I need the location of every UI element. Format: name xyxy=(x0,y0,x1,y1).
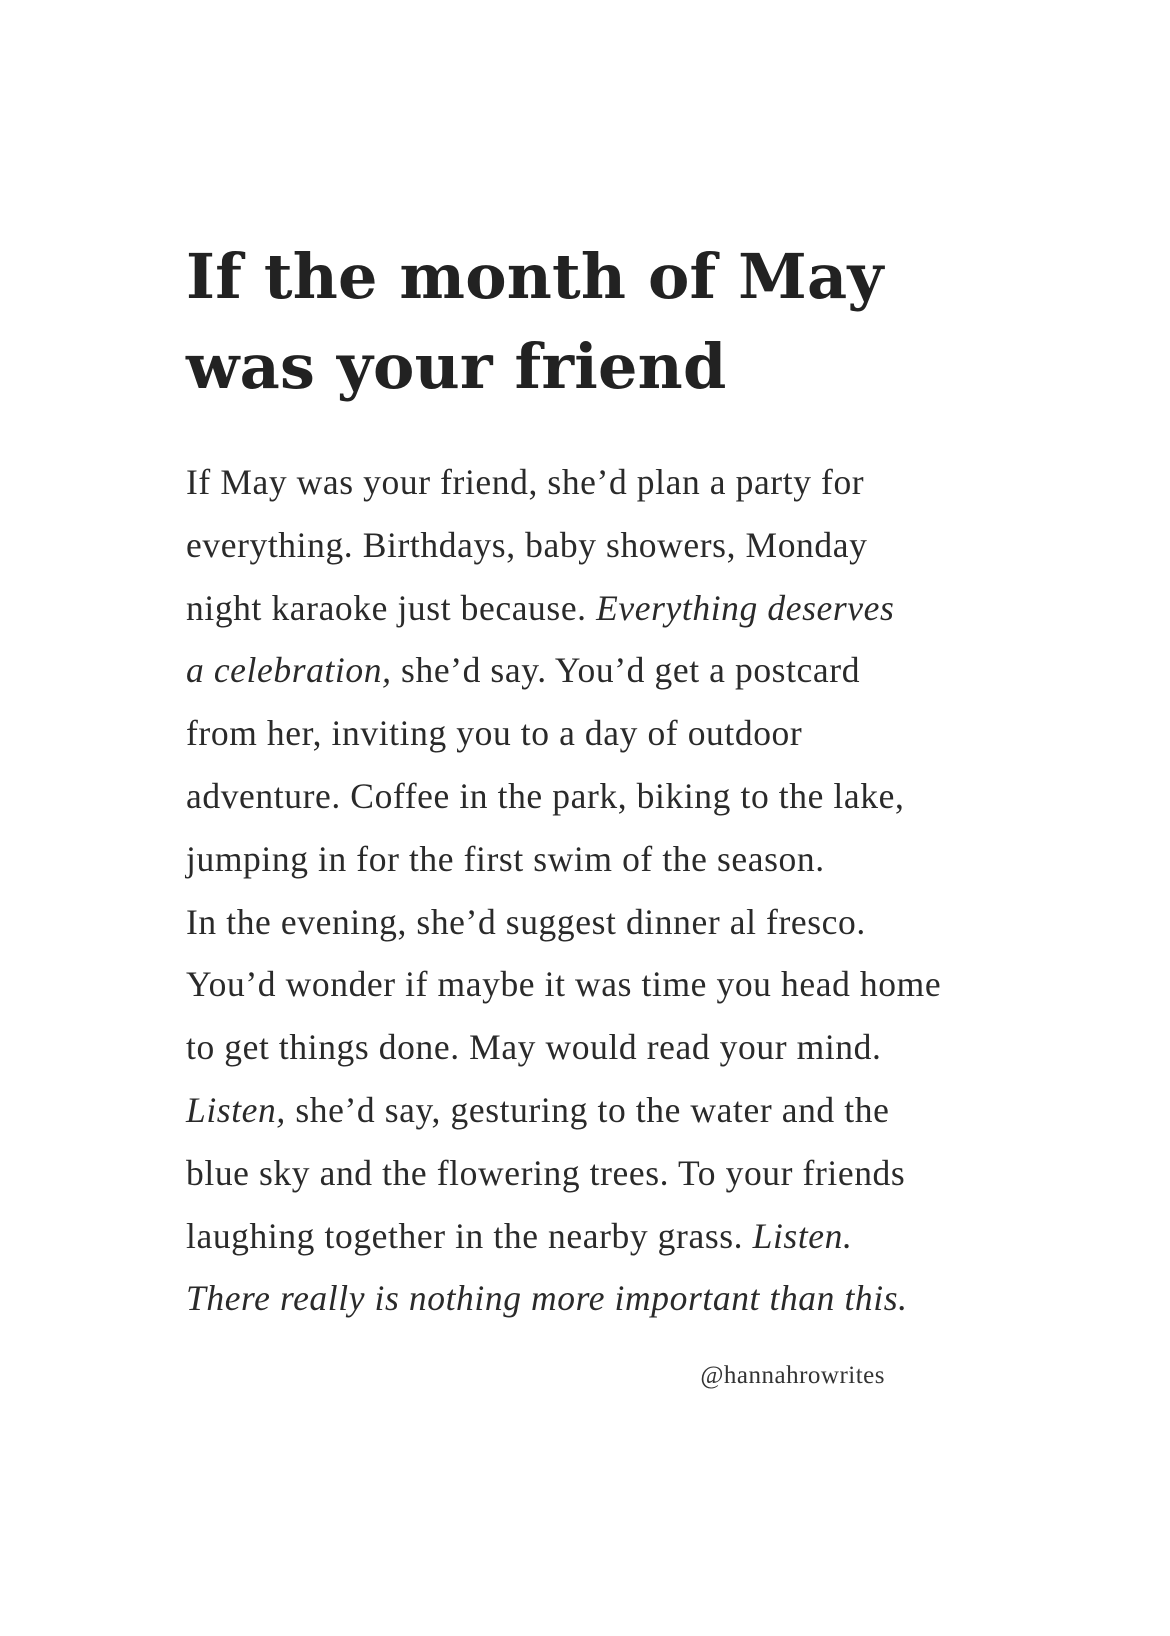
body-line-3-italic: Everything deserves xyxy=(596,587,895,628)
body-line-2: everything. Birthdays, baby showers, Monday xyxy=(186,524,868,565)
page-title xyxy=(186,232,1046,412)
body-line-9: You’d wonder if maybe it was time you head home xyxy=(186,964,942,1005)
body-line-1: If May was your friend, she’d plan a party for xyxy=(186,462,865,502)
body-line-12: blue sky and the flowering trees. To your friends xyxy=(186,1152,906,1193)
body-line-14-italic: There really is nothing more important than this. xyxy=(186,1278,908,1319)
body-line-7: jumping in for the first swim of the season. xyxy=(186,838,825,879)
body-line-3-text: night karaoke just because. xyxy=(186,587,597,628)
body-line-11 xyxy=(186,1079,1066,1142)
title-line-2: was your friend xyxy=(186,330,727,403)
author-handle: @hannahrowrites xyxy=(700,1362,885,1389)
body-line-8: In the evening, she’d suggest dinner al fresco. xyxy=(186,901,866,942)
body-line-3 xyxy=(186,577,1066,640)
body-line-6: adventure. Coffee in the park, biking to the lake, xyxy=(186,775,905,816)
body-line-13-italic: Listen. xyxy=(752,1215,853,1256)
title-line-1: If the month of May xyxy=(186,240,884,313)
body-line-5: from her, inviting you to a day of outdoor xyxy=(186,713,803,754)
body-line-13 xyxy=(186,1205,1066,1268)
body-line-11-text: she’d say, gesturing to the water and the xyxy=(285,1089,890,1130)
body-line-4-text: she’d say. You’d get a postcard xyxy=(391,650,861,691)
body-line-4-italic: a celebration, xyxy=(186,650,392,691)
body-line-13-text: laughing together in the nearby grass. xyxy=(186,1215,753,1256)
body-line-10: to get things done. May would read your mind. xyxy=(186,1027,882,1068)
body-line-4 xyxy=(186,639,1066,702)
body-line-14 xyxy=(186,1267,1066,1330)
body-line-11-italic: Listen, xyxy=(186,1089,286,1130)
body-paragraph xyxy=(186,451,1066,1330)
